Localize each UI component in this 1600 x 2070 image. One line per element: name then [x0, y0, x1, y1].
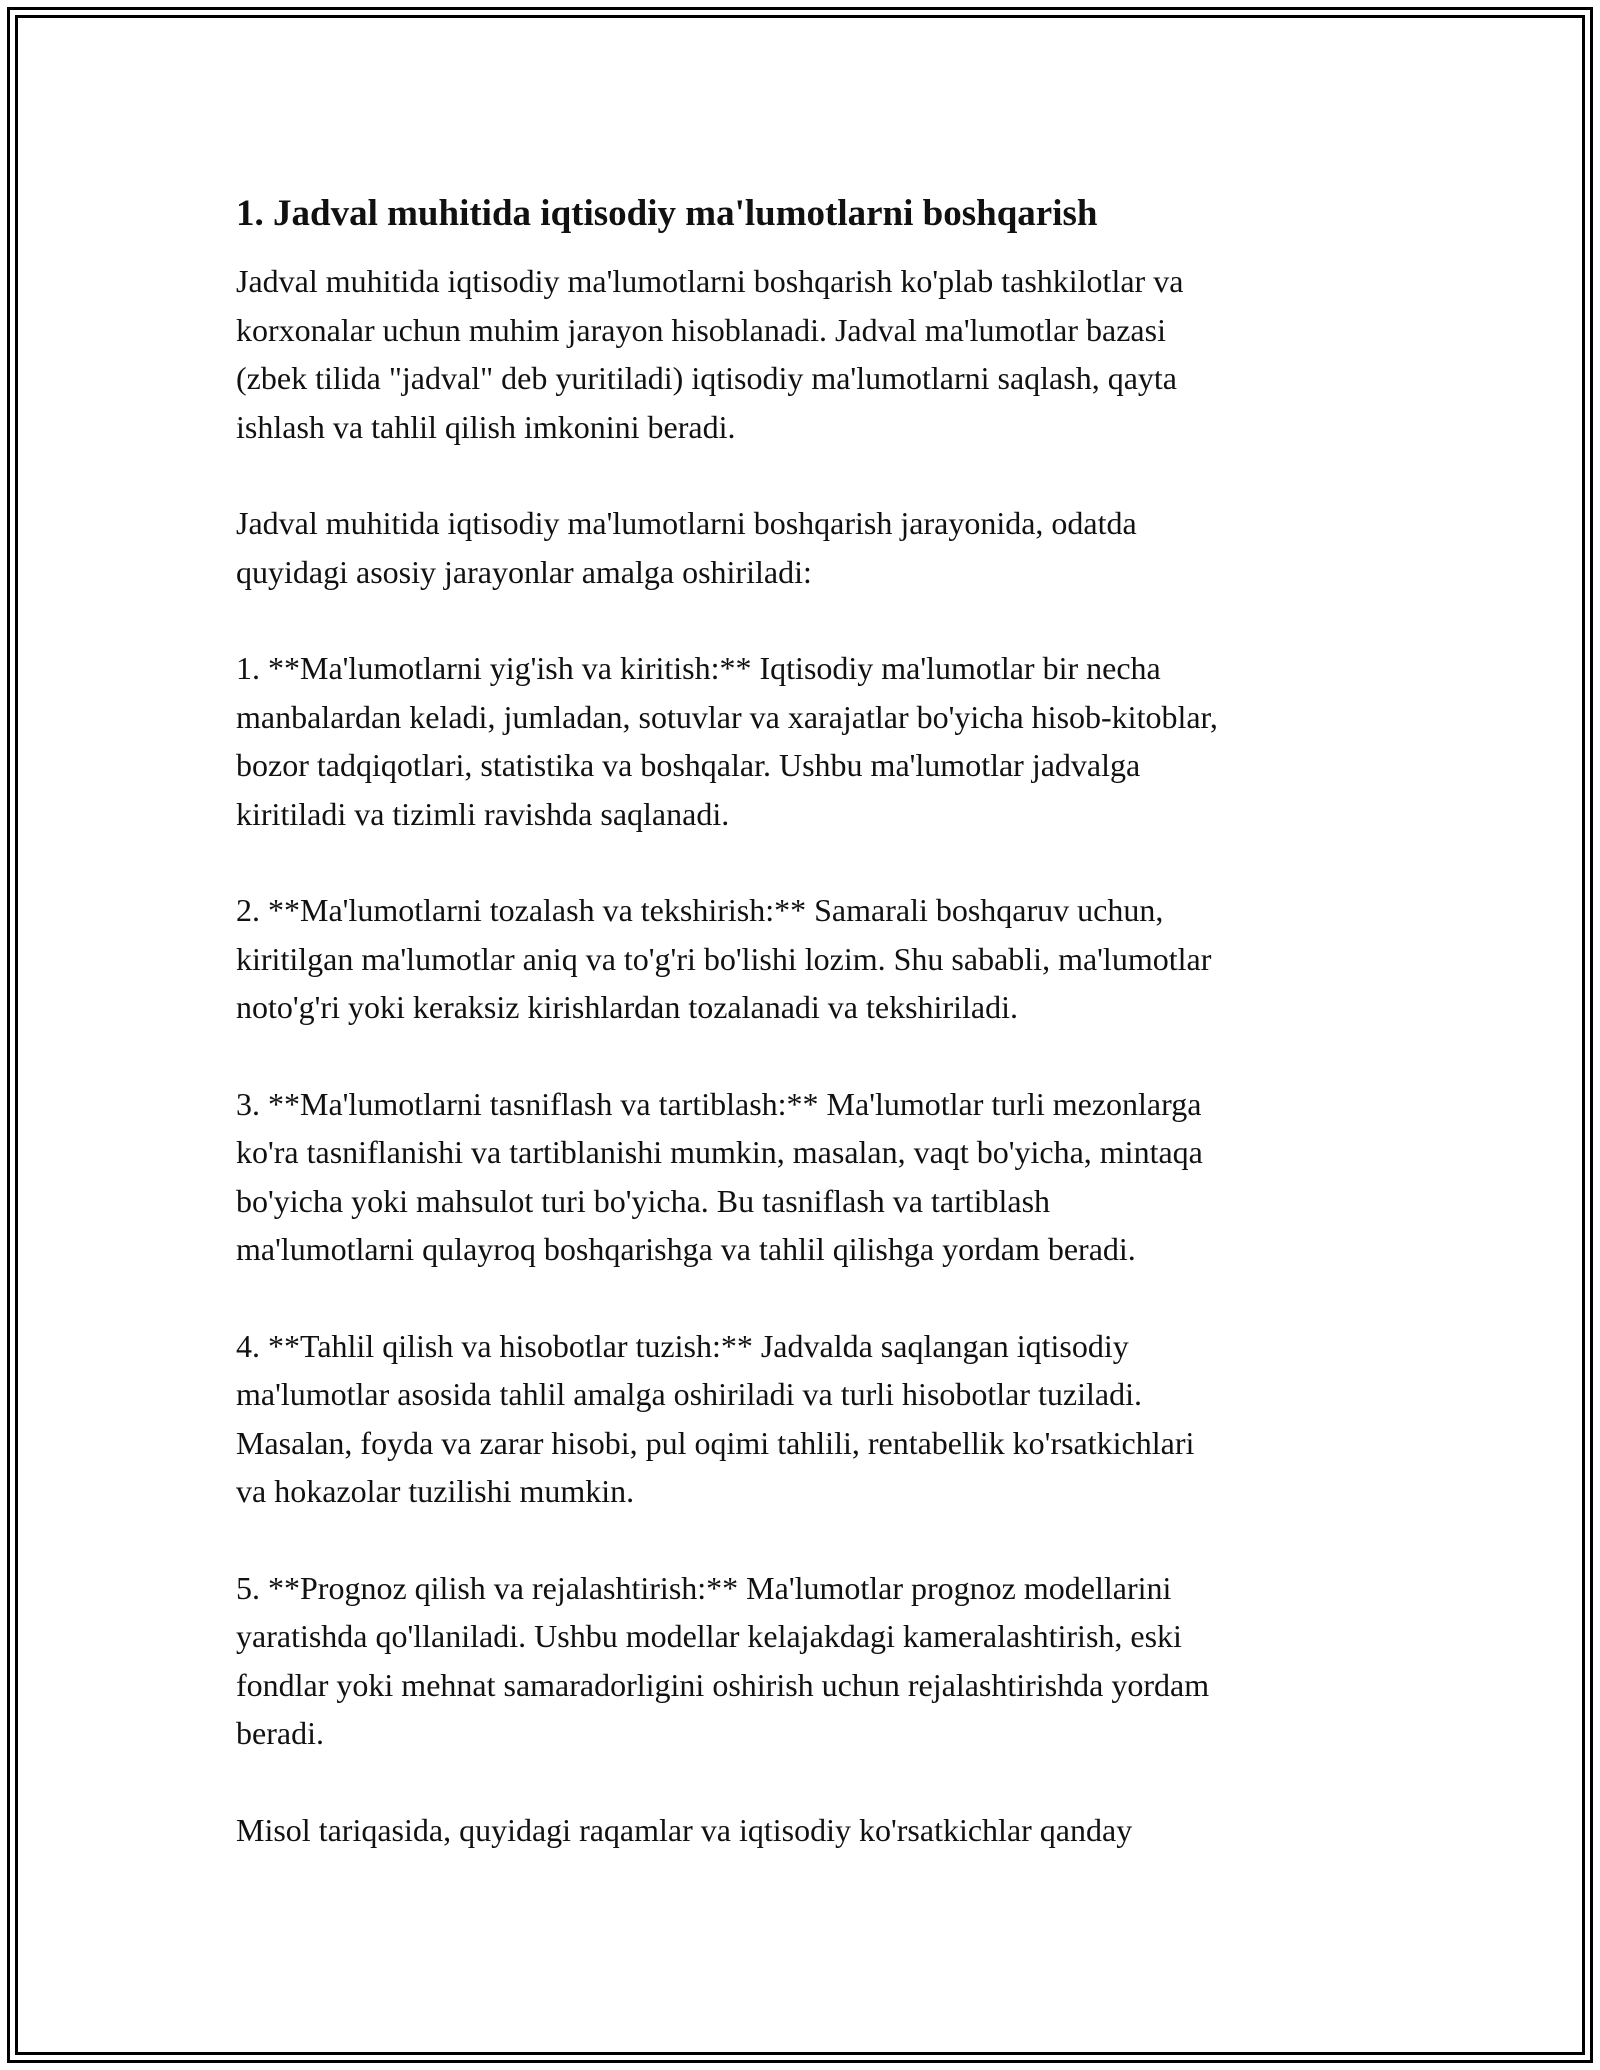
- list-item-forecasting-planning: 5. **Prognoz qilish va rejalashtirish:** Ma'lumotlar prognoz modellarini yaratishda qo'llaniladi. Ushbu modellar kelajakdagi kameralashtirish, eski fondlar yoki mehnat samaradorligini oshirish uchun rejalashtirishda yordam beradi.: [236, 1569, 1210, 1751]
- document-title: 1. Jadval muhitida iqtisodiy ma'lumotlarni boshqarish: [236, 193, 1098, 234]
- intro-paragraph: Jadval muhitida iqtisodiy ma'lumotlarni boshqarish ko'plab tashkilotlar va korxonalar uchun muhim jarayon hisoblanadi. Jadval ma'lumotlar bazasi (zbek tilida "jadval" deb yuritiladi) iqtisodiy ma'lumotlarni saqlash, qayta ishlash va tahlil qilish imkonini beradi.: [236, 263, 1184, 445]
- list-item-data-collection: 1. **Ma'lumotlarni yig'ish va kiritish:** Iqtisodiy ma'lumotlar bir necha manbalardan keladi, jumladan, sotuvlar va xarajatlar bo'yicha hisob-kitoblar, bozor tadqiqotlari, statistika va boshqalar. Ushbu ma'lumotlar jadvalga kiritiladi va tizimli ravishda saqlanadi.: [236, 650, 1218, 832]
- list-item-data-cleaning: 2. **Ma'lumotlarni tozalash va tekshirish:** Samarali boshqaruv uchun, kiritilgan ma'lumotlar aniq va to'g'ri bo'lishi lozim. Shu sababli, ma'lumotlar noto'g'ri yoki keraksiz kirishlardan tozalanadi va tekshiriladi.: [236, 892, 1212, 1025]
- example-intro-paragraph: Misol tariqasida, quyidagi raqamlar va iqtisodiy ko'rsatkichlar qanday: [236, 1811, 1133, 1848]
- list-item-analysis-reporting: 4. **Tahlil qilish va hisobotlar tuzish:** Jadvalda saqlangan iqtisodiy ma'lumotlar asosida tahlil amalga oshiriladi va turli hisobotlar tuziladi. Masalan, foyda va zarar hisobi, pul oqimi tahlili, rentabellik ko'rsatkichlari va hokazolar tuzilishi mumkin.: [236, 1327, 1195, 1509]
- document-body: [236, 188, 1376, 1854]
- list-item-data-classification: 3. **Ma'lumotlarni tasniflash va tartiblash:** Ma'lumotlar turli mezonlarga ko'ra tasniflanishi va tartiblanishi mumkin, masalan, vaqt bo'yicha, mintaqa bo'yicha yoki mahsulot turi bo'yicha. Bu tasniflash va tartiblash ma'lumotlarni qulayroq boshqarishga va tahlil qilishga yordam beradi.: [236, 1085, 1203, 1267]
- process-intro-paragraph: Jadval muhitida iqtisodiy ma'lumotlarni boshqarish jarayonida, odatda quyidagi asosiy jarayonlar amalga oshiriladi:: [236, 505, 1137, 590]
